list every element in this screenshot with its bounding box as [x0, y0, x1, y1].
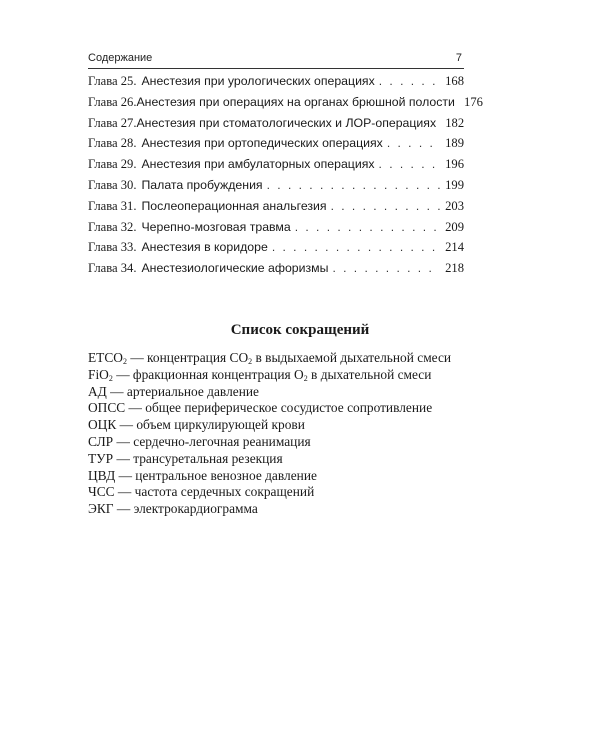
abbreviation-text: в выдыхаемой дыхательной смеси	[252, 350, 452, 365]
toc-page-number: 209	[445, 219, 464, 234]
abbreviation-text: АД — артериальное давление	[88, 383, 259, 399]
abbreviation-text: ТУР — трансуретальная резекция	[88, 450, 283, 466]
abbreviation-text: FiO	[88, 366, 109, 382]
toc-entry	[88, 240, 464, 261]
toc-entry	[88, 178, 464, 199]
abbreviation-text: ЭКГ — электрокардиограмма	[88, 501, 258, 517]
toc-chapter-title: Анестезия при стоматологических и ЛОР-операциях	[136, 115, 437, 130]
toc-entry	[88, 136, 464, 157]
toc-entry	[88, 220, 464, 241]
toc-entry	[88, 157, 464, 178]
toc-chapter-title: Анестезиологические афоризмы	[141, 261, 329, 276]
abbreviation-item	[88, 501, 508, 518]
abbreviation-item	[88, 468, 508, 485]
toc-chapter-number: Глава 25.	[88, 74, 137, 88]
abbreviation-item	[88, 434, 508, 451]
subscript: 2	[303, 373, 308, 383]
abbreviation-text: — фракционная концентрация O	[112, 366, 304, 382]
toc-chapter-number: Глава 29.	[88, 157, 137, 172]
abbreviations-heading: Список сокращений	[230, 322, 370, 338]
abbreviation-text: ЧСС — частота сердечных сокращений	[88, 484, 315, 500]
abbreviation-text: ETCO	[88, 350, 123, 365]
toc-page-number: 176	[464, 94, 483, 109]
abbreviation-text: ЦВД — центральное венозное давление	[88, 467, 317, 483]
abbreviation-text: ОПСС — общее периферическое сосудистое сопротивление	[88, 400, 433, 416]
toc-dot-leader	[295, 220, 440, 234]
toc-page-number: 203	[445, 198, 464, 213]
toc-entry	[88, 261, 464, 282]
toc-chapter-number: Глава 31.	[88, 198, 137, 213]
toc-chapter-number: Глава 34.	[88, 261, 137, 276]
toc-entry	[88, 116, 464, 137]
toc-page-number: 214	[445, 240, 464, 255]
toc-page-number: 218	[445, 261, 464, 276]
header-divider	[88, 68, 464, 69]
toc-chapter-title: Анестезия при ортопедических операциях	[141, 136, 383, 151]
toc-entry	[88, 199, 464, 220]
page-number: 7	[455, 52, 462, 64]
toc-chapter-number: Глава 32.	[88, 219, 137, 234]
subscript: 2	[248, 357, 253, 366]
abbreviation-item	[88, 451, 508, 468]
toc-chapter-title: Послеоперационная анальгезия	[141, 198, 327, 213]
toc-chapter-number: Глава 30.	[88, 177, 137, 192]
subscript: 2	[122, 357, 127, 366]
toc-chapter-number: Глава 33.	[88, 240, 137, 255]
toc-dot-leader	[272, 240, 440, 254]
toc-chapter-number: Глава 28.	[88, 136, 137, 151]
subscript: 2	[108, 373, 113, 383]
toc-dot-leader	[379, 157, 440, 171]
abbreviation-item	[88, 400, 508, 417]
toc-entry	[88, 74, 464, 95]
toc-chapter-title: Анестезия в коридоре	[141, 240, 268, 255]
abbreviation-text: СЛР — сердечно-легочная реанимация	[88, 433, 311, 449]
toc-dot-leader	[331, 199, 440, 213]
abbreviation-item	[88, 367, 508, 384]
toc-dot-leader	[379, 74, 440, 88]
abbreviation-text: в дыхательной смеси	[307, 366, 432, 382]
toc-page-number: 199	[445, 177, 464, 192]
toc-chapter-number: Глава 27.	[88, 115, 137, 130]
abbreviation-text: — концентрация CO	[126, 350, 249, 365]
abbreviation-text: ОЦК — объем циркулирующей крови	[88, 417, 305, 433]
toc-chapter-title: Черепно-мозговая травма	[141, 219, 291, 234]
abbreviation-item	[88, 417, 508, 434]
abbreviation-item	[88, 350, 508, 367]
table-of-contents	[88, 74, 483, 282]
toc-entry	[88, 94, 483, 116]
toc-chapter-title: Палата пробуждения	[141, 177, 263, 192]
toc-page-number: 168	[445, 74, 464, 88]
toc-chapter-title: Анестезия при амбулаторных операциях	[141, 157, 375, 172]
abbreviation-item	[88, 484, 508, 501]
toc-chapter-title: Анестезия при операциях на органах брюшной полости	[136, 94, 455, 109]
toc-page-number: 189	[445, 136, 464, 151]
abbreviations-list	[88, 350, 508, 518]
toc-page-number: 196	[445, 157, 464, 172]
toc-page-number: 182	[445, 115, 465, 130]
toc-chapter-number: Глава 26.	[88, 94, 137, 109]
toc-dot-leader	[267, 178, 440, 192]
running-header-title: Содержание	[88, 52, 153, 64]
toc-dot-leader	[387, 136, 440, 150]
toc-dot-leader	[332, 261, 440, 275]
abbreviation-item	[88, 384, 508, 401]
toc-chapter-title: Анестезия при урологических операциях	[141, 74, 375, 88]
